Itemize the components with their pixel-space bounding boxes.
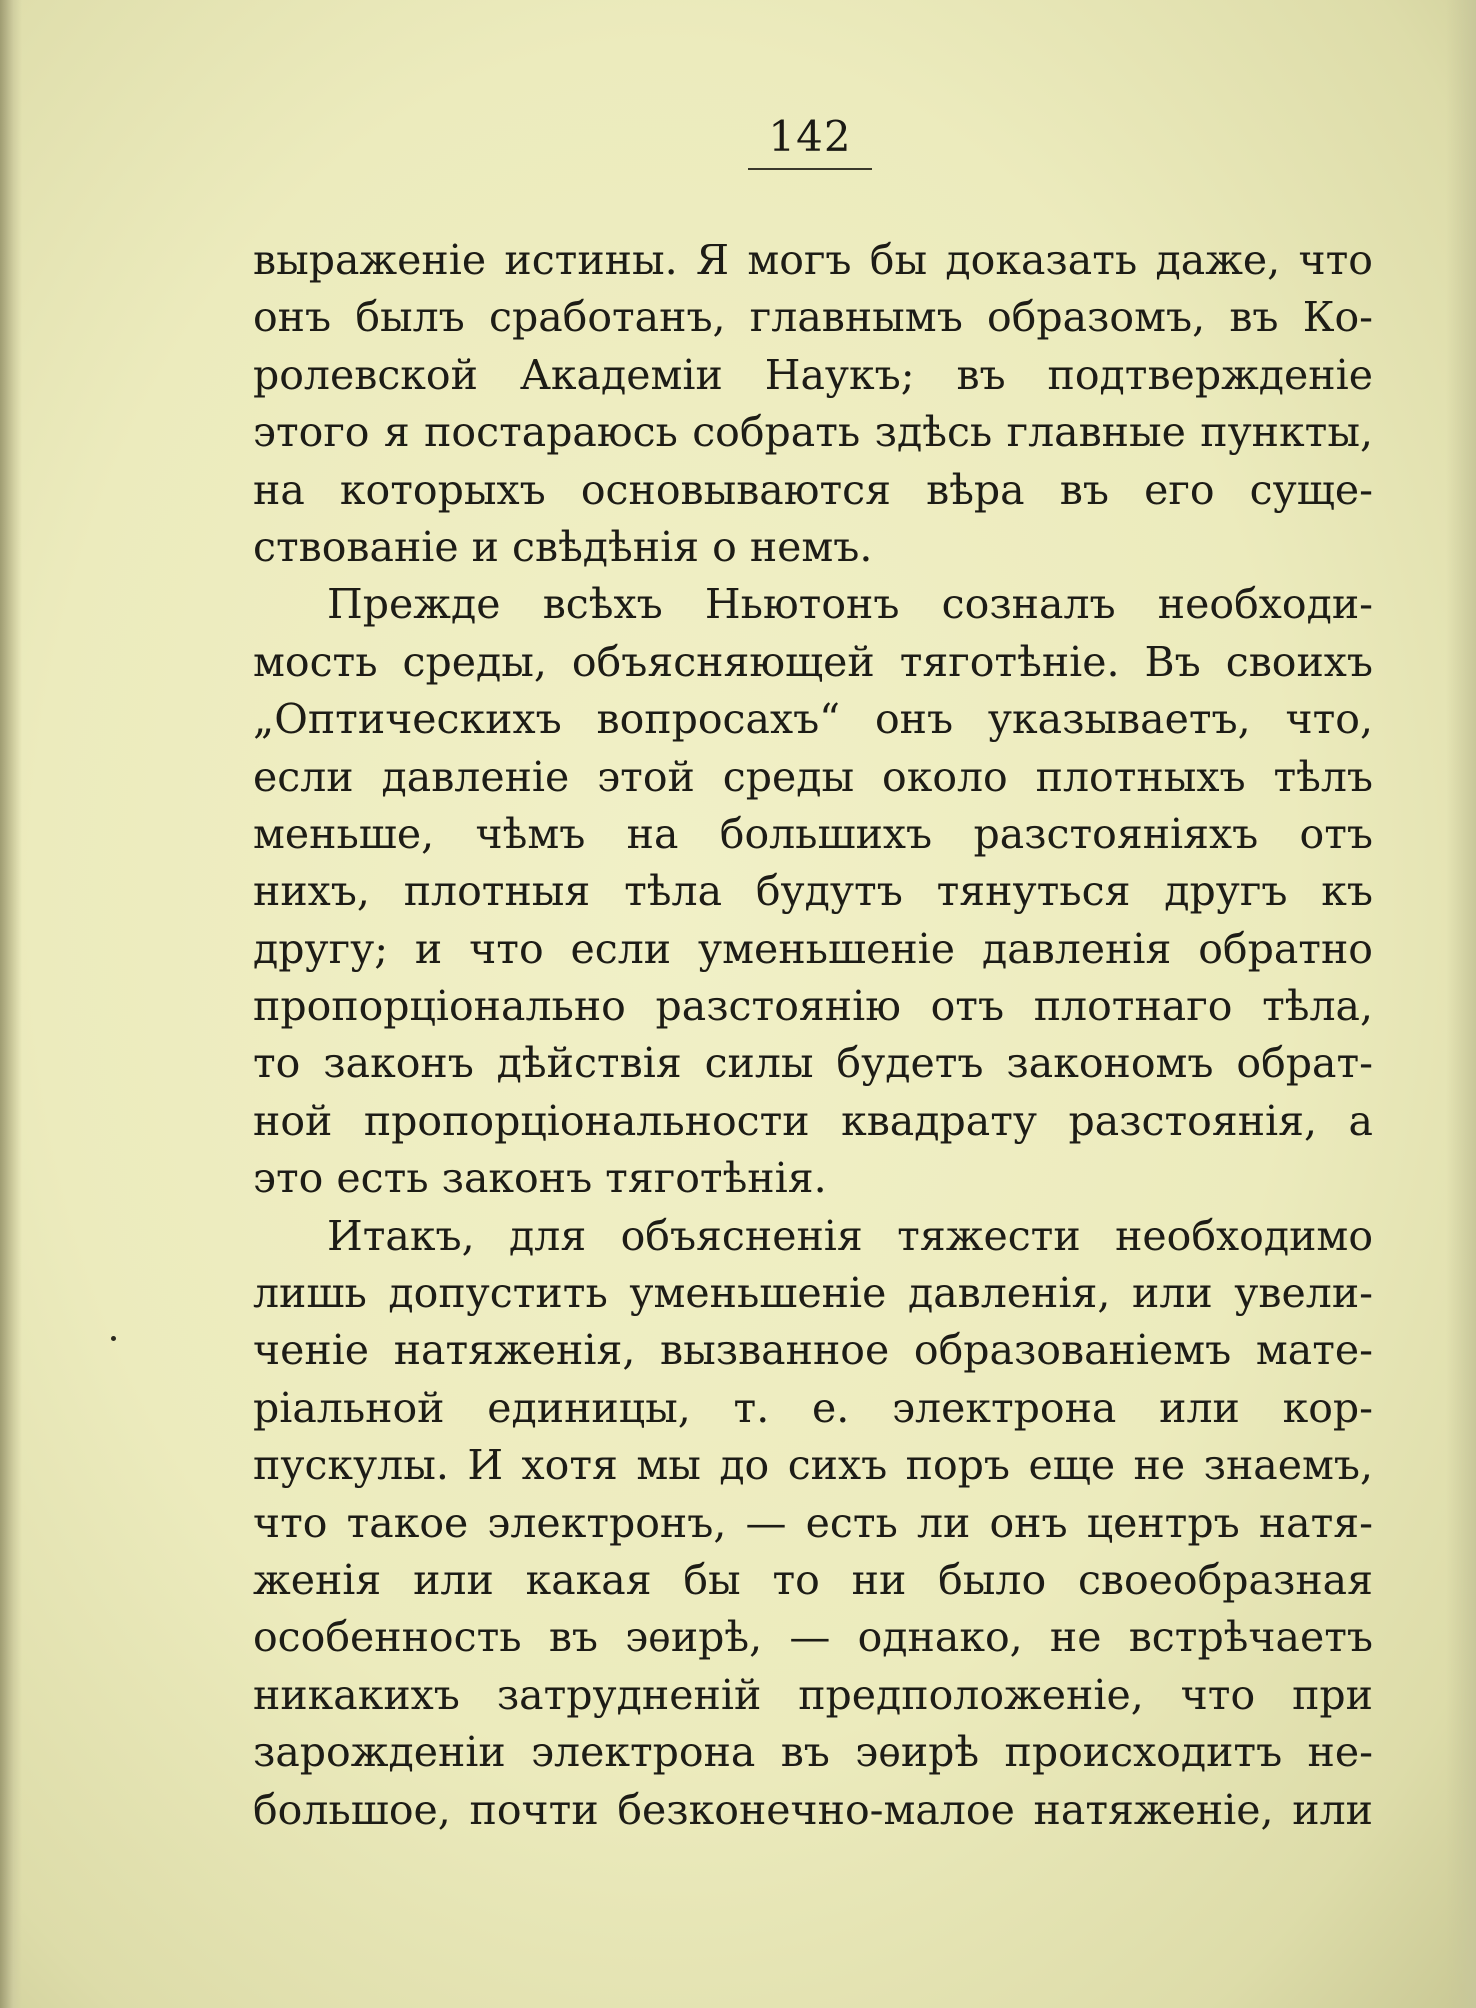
text-line: другу; и что если уменьшеніе давленія обратно bbox=[253, 924, 1373, 973]
text-line: никакихъ затрудненій предположеніе, что при bbox=[253, 1670, 1373, 1719]
text-line: то законъ дѣйствія силы будетъ закономъ обрат- bbox=[253, 1039, 1373, 1088]
page-binding-shadow bbox=[0, 0, 22, 2008]
text-line: пропорціонально разстоянію отъ плотнаго тѣла, bbox=[253, 982, 1373, 1031]
text-line: выраженіе истины. Я могъ бы доказать даже, что bbox=[253, 236, 1373, 284]
text-line: если давленіе этой среды около плотныхъ тѣлъ bbox=[253, 752, 1373, 801]
text-line: ченіе натяженія, вызванное образованіемъ мате- bbox=[253, 1326, 1373, 1375]
text-line: онъ былъ сработанъ, главнымъ образомъ, въ Ко- bbox=[253, 293, 1373, 342]
text-line: это есть законъ тяготѣнія. bbox=[253, 1154, 827, 1203]
text-line: зарожденіи электрона въ эѳирѣ происходитъ не- bbox=[253, 1728, 1373, 1777]
text-line: нихъ, плотныя тѣла будутъ тянуться другъ къ bbox=[253, 867, 1373, 916]
text-line: на которыхъ основываются вѣра въ его суще- bbox=[253, 465, 1373, 514]
text-line: ролевской Академіи Наукъ; въ подтвержденіе bbox=[253, 350, 1373, 399]
text-line: ріальной единицы, т. е. электрона или кор- bbox=[253, 1383, 1373, 1432]
ink-speck bbox=[111, 1336, 116, 1341]
paragraph-2 bbox=[253, 576, 1373, 1207]
text-line: Прежде всѣхъ Ньютонъ созналъ необходи- bbox=[327, 580, 1373, 629]
text-line: женія или какая бы то ни было своеобразная bbox=[253, 1555, 1373, 1604]
body-text bbox=[253, 232, 1373, 1839]
text-line: Итакъ, для объясненія тяжести необходимо bbox=[327, 1211, 1373, 1260]
text-line: меньше, чѣмъ на большихъ разстояніяхъ отъ bbox=[253, 809, 1373, 858]
text-line: этого я постараюсь собрать здѣсь главные пункты, bbox=[253, 408, 1373, 457]
page-edge-shadow bbox=[1446, 0, 1476, 2008]
text-line: ствованіе и свѣдѣнія о немъ. bbox=[253, 522, 873, 571]
text-line: большое, почти безконечно-малое натяженіе, или bbox=[253, 1785, 1373, 1834]
text-line: ной пропорціональности квадрату разстоянія, а bbox=[253, 1096, 1373, 1145]
text-line: „Оптическихъ вопросахъ“ онъ указываетъ, что, bbox=[253, 695, 1373, 744]
page-number-rule bbox=[748, 168, 872, 170]
text-line: пускулы. И хотя мы до сихъ поръ еще не знаемъ, bbox=[253, 1441, 1373, 1490]
paragraph-3 bbox=[253, 1208, 1373, 1839]
text-line: особенность въ эѳирѣ, — однако, не встрѣчаетъ bbox=[253, 1613, 1373, 1662]
paragraph-1 bbox=[253, 232, 1373, 576]
text-line: мость среды, объясняющей тяготѣніе. Въ своихъ bbox=[253, 637, 1373, 686]
text-line: что такое электронъ, — есть ли онъ центръ натя- bbox=[253, 1498, 1373, 1547]
page-number: 142 bbox=[768, 112, 852, 161]
text-line: лишь допустить уменьшеніе давленія, или увели- bbox=[253, 1269, 1373, 1318]
